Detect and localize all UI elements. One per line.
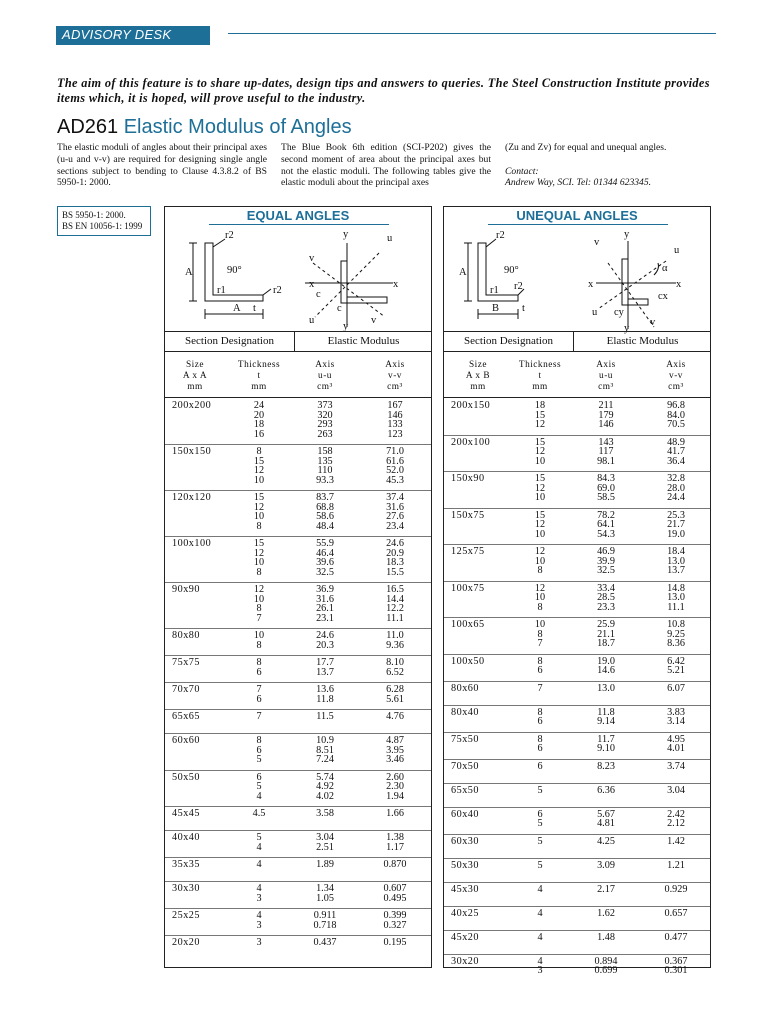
equal-angles-title: EQUAL ANGLES xyxy=(246,208,350,223)
eq-label-c-left: c xyxy=(316,289,321,300)
equal-modulus-uu: 11.5 xyxy=(316,711,334,722)
equal-size: 200x200 xyxy=(172,400,212,411)
un-label-x-right: x xyxy=(676,279,682,290)
unequal-section-designation: Section Designation xyxy=(464,335,553,347)
article-name: Elastic Modulus of Angles xyxy=(123,116,352,138)
equal-modulus-vv: 0.399 0.327 xyxy=(383,910,407,931)
eq-label-A: A xyxy=(185,267,193,278)
un-label-u-bottom: u xyxy=(592,307,598,318)
unequal-modulus-vv: 4.95 4.01 xyxy=(667,733,685,754)
unequal-thickness: 7 xyxy=(537,682,543,694)
unequal-row xyxy=(444,655,710,682)
equal-thickness: 4.5 xyxy=(252,808,266,819)
section-tab-label: ADVISORY DESK xyxy=(62,27,172,42)
equal-modulus-vv: 4.87 3.95 3.46 xyxy=(386,735,404,765)
unequal-modulus-uu: 143 117 98.1 xyxy=(597,436,615,467)
equal-size: 120x120 xyxy=(172,492,212,503)
unequal-row xyxy=(444,682,710,706)
equal-modulus-vv: 0.195 xyxy=(383,937,407,948)
unequal-modulus-uu: 11.8 9.14 xyxy=(597,706,615,727)
un-label-y-top: y xyxy=(624,229,630,240)
equal-thickness: 15 12 10 8 xyxy=(253,538,265,578)
unequal-angles-panel xyxy=(443,206,711,976)
equal-modulus-uu: 36.9 31.6 26.1 23.1 xyxy=(316,584,334,624)
equal-section-header xyxy=(165,331,431,352)
unequal-modulus-vv: 3.83 3.14 xyxy=(667,706,685,727)
unequal-row xyxy=(444,907,710,931)
unequal-thickness: 6 xyxy=(537,760,543,772)
equal-modulus-vv: 11.0 9.36 xyxy=(386,630,404,651)
equal-row xyxy=(165,734,431,771)
equal-thickness: 5 4 xyxy=(256,832,262,853)
equal-size: 50x50 xyxy=(172,771,200,783)
equal-row xyxy=(165,537,431,583)
unequal-size: 70x50 xyxy=(451,760,479,772)
eq-label-x-right: x xyxy=(393,279,399,290)
equal-thickness: 7 6 xyxy=(256,684,262,705)
equal-thickness: 8 6 5 xyxy=(256,735,262,765)
equal-col-size: Size A x A mm xyxy=(182,360,208,392)
unequal-size: 80x40 xyxy=(451,706,479,718)
unequal-modulus-uu: 5.67 4.81 xyxy=(597,808,615,829)
unequal-size: 100x65 xyxy=(451,619,485,630)
equal-modulus-vv: 24.6 20.9 18.3 15.5 xyxy=(386,538,404,578)
unequal-modulus-vv: 96.8 84.0 70.5 xyxy=(667,400,685,430)
body-column-1: The elastic moduli of angles about their principal axes (u-u and v-v) are required for designing single angle sections subject to bending to Clause 4.3.8.2 of BS 5950-1: 2000. xyxy=(57,142,267,189)
article-title xyxy=(57,116,352,139)
body-column-3-text: (Zu and Zv) for equal and unequal angles. xyxy=(505,142,667,153)
un-label-v-top: v xyxy=(594,237,600,248)
equal-size: 90x90 xyxy=(172,584,200,595)
equal-modulus-uu: 17.7 13.7 xyxy=(316,657,334,678)
unequal-row xyxy=(444,955,710,982)
unequal-angles-title: UNEQUAL ANGLES xyxy=(516,208,638,223)
unequal-size: 200x100 xyxy=(451,436,491,448)
unequal-row xyxy=(444,931,710,955)
eq-label-r1: r1 xyxy=(217,285,226,296)
unequal-thickness: 8 6 xyxy=(537,733,543,754)
equal-modulus-uu: 83.7 68.8 58.6 48.4 xyxy=(316,492,334,532)
equal-modulus-vv: 0.607 0.495 xyxy=(383,883,407,904)
unequal-modulus-vv: 3.74 xyxy=(667,760,685,772)
unequal-row xyxy=(444,883,710,907)
equal-modulus-vv: 1.66 xyxy=(386,808,404,819)
unequal-thickness: 4 xyxy=(537,883,543,895)
equal-modulus-uu: 158 135 110 93.3 xyxy=(316,446,334,486)
unequal-modulus-vv: 6.07 xyxy=(667,682,685,694)
eq-label-u-top: u xyxy=(387,233,393,244)
unequal-row xyxy=(444,784,710,808)
equal-modulus-uu: 373 320 293 263 xyxy=(317,400,333,440)
unequal-modulus-vv: 32.8 28.0 24.4 xyxy=(667,473,685,503)
unequal-modulus-uu: 46.9 39.9 32.5 xyxy=(597,546,615,576)
unequal-thickness: 4 xyxy=(537,907,543,919)
un-label-t: t xyxy=(522,303,525,314)
eq-label-A-bottom: A xyxy=(233,303,241,314)
unequal-thickness: 15 12 10 xyxy=(534,473,546,503)
equal-modulus-uu: 10.9 8.51 7.24 xyxy=(316,735,334,765)
unequal-thickness: 12 10 8 xyxy=(534,546,546,576)
unequal-thickness: 4 3 xyxy=(537,955,543,976)
equal-thickness: 4 xyxy=(256,859,262,870)
equal-modulus-uu: 3.04 2.51 xyxy=(316,832,334,853)
unequal-modulus-uu: 78.2 64.1 54.3 xyxy=(597,509,615,540)
equal-thickness: 8 6 xyxy=(256,657,262,678)
unequal-thickness: 5 xyxy=(537,784,543,796)
equal-thickness: 24 20 18 16 xyxy=(253,400,265,440)
unequal-modulus-vv: 1.42 xyxy=(667,835,685,847)
unequal-modulus-uu: 4.25 xyxy=(597,835,615,847)
equal-row xyxy=(165,629,431,656)
equal-section-designation: Section Designation xyxy=(185,335,274,347)
equal-modulus-vv: 0.870 xyxy=(383,859,407,870)
unequal-size: 125x75 xyxy=(451,546,485,557)
equal-thickness: 6 5 4 xyxy=(256,771,262,802)
equal-row xyxy=(165,683,431,710)
equal-thickness: 10 8 xyxy=(253,630,265,651)
unequal-modulus-uu: 84.3 69.0 58.5 xyxy=(597,473,615,503)
eq-label-u-bottom: u xyxy=(309,315,315,326)
unequal-modulus-vv: 3.04 xyxy=(667,784,685,796)
unequal-row xyxy=(444,618,710,655)
unequal-modulus-uu: 0.894 0.699 xyxy=(594,955,618,976)
unequal-modulus-uu: 1.48 xyxy=(597,931,615,943)
unequal-size: 75x50 xyxy=(451,733,479,745)
unequal-modulus-vv: 1.21 xyxy=(667,859,685,871)
unequal-row xyxy=(444,835,710,859)
equal-modulus-vv: 37.4 31.6 27.6 23.4 xyxy=(386,492,404,532)
equal-modulus-uu: 1.89 xyxy=(316,859,334,870)
unequal-size: 40x25 xyxy=(451,907,479,919)
un-label-cy: cy xyxy=(614,307,624,318)
un-label-y-bottom: y xyxy=(624,323,630,334)
unequal-modulus-vv: 48.9 41.7 36.4 xyxy=(667,436,685,467)
unequal-modulus-uu: 3.09 xyxy=(597,859,615,871)
unequal-thickness: 18 15 12 xyxy=(534,400,546,430)
equal-modulus-uu: 3.58 xyxy=(316,808,334,819)
eq-label-y-bottom: y xyxy=(343,321,349,332)
unequal-modulus-uu: 6.36 xyxy=(597,784,615,796)
unequal-size: 60x30 xyxy=(451,835,479,847)
unequal-col-vv: Axis v-v cm³ xyxy=(666,360,686,392)
unequal-size: 150x90 xyxy=(451,473,485,484)
equal-row xyxy=(165,583,431,629)
equal-thickness: 3 xyxy=(256,937,262,948)
unequal-modulus-vv: 18.4 13.0 13.7 xyxy=(667,546,685,576)
equal-thickness: 8 15 12 10 xyxy=(253,446,265,486)
eq-label-x-left: x xyxy=(309,279,315,290)
equal-row xyxy=(165,909,431,936)
unequal-size: 30x20 xyxy=(451,955,479,967)
unequal-section-header xyxy=(444,331,710,352)
unequal-thickness: 6 5 xyxy=(537,808,543,829)
un-label-u-top: u xyxy=(674,245,680,256)
header-rule xyxy=(228,33,716,34)
un-label-cx: cx xyxy=(658,291,668,302)
unequal-row xyxy=(444,733,710,760)
reference-box xyxy=(57,206,151,236)
equal-thickness: 7 xyxy=(256,711,262,722)
equal-thickness: 4 3 xyxy=(256,910,262,931)
equal-modulus-vv: 1.38 1.17 xyxy=(386,832,404,853)
un-label-B: B xyxy=(492,303,500,314)
equal-col-thickness: Thickness t mm xyxy=(237,360,281,392)
equal-size: 30x30 xyxy=(172,883,200,894)
equal-thickness: 15 12 10 8 xyxy=(253,492,265,532)
unequal-thickness: 4 xyxy=(537,931,543,943)
equal-modulus-vv: 8.10 6.52 xyxy=(386,657,404,678)
equal-modulus-uu: 0.911 0.718 xyxy=(313,910,337,931)
equal-modulus-uu: 0.437 xyxy=(313,937,337,948)
unequal-size: 45x30 xyxy=(451,883,479,895)
equal-col-uu: Axis u-u cm³ xyxy=(315,360,335,392)
unequal-thickness: 8 6 xyxy=(537,706,543,727)
unequal-modulus-uu: 1.62 xyxy=(597,907,615,919)
equal-thickness: 12 10 8 7 xyxy=(253,584,265,624)
equal-row xyxy=(165,399,431,445)
unequal-row xyxy=(444,582,710,619)
un-label-alpha: α xyxy=(662,263,668,274)
unequal-thickness: 15 12 10 xyxy=(534,436,546,467)
equal-size: 70x70 xyxy=(172,684,200,695)
eq-label-t: t xyxy=(253,303,256,314)
equal-modulus-uu: 24.6 20.3 xyxy=(316,630,334,651)
equal-col-vv: Axis v-v cm³ xyxy=(385,360,405,392)
unequal-thickness: 8 6 xyxy=(537,655,543,676)
reference-1: BS 5950-1: 2000. xyxy=(62,210,126,220)
unequal-thickness: 15 12 10 xyxy=(534,509,546,540)
un-label-90: 90° xyxy=(504,265,519,276)
unequal-col-size: Size A x B mm xyxy=(465,360,491,392)
unequal-thickness: 10 8 7 xyxy=(534,619,546,649)
un-label-v-bottom: v xyxy=(650,317,656,328)
unequal-size: 80x60 xyxy=(451,682,479,694)
equal-modulus-vv: 167 146 133 123 xyxy=(387,400,403,440)
unequal-modulus-vv: 14.8 13.0 11.1 xyxy=(667,582,685,613)
unequal-modulus-vv: 0.477 xyxy=(664,931,688,943)
un-label-r1: r1 xyxy=(490,285,499,296)
unequal-row xyxy=(444,472,710,509)
equal-size: 150x150 xyxy=(172,446,212,457)
un-label-x-left: x xyxy=(588,279,594,290)
body-column-2: The Blue Book 6th edition (SCI-P202) gives the second moment of area about the principal axes but not the elastic moduli. The following tables give the elastic moduli about the principal axes xyxy=(281,142,491,189)
unequal-modulus-vv: 2.42 2.12 xyxy=(667,808,685,829)
eq-label-v-left: v xyxy=(309,253,315,264)
unequal-modulus-uu: 2.17 xyxy=(597,883,615,895)
equal-modulus-vv: 16.5 14.4 12.2 11.1 xyxy=(386,584,404,624)
unequal-row xyxy=(444,509,710,546)
unequal-row xyxy=(444,706,710,733)
unequal-modulus-vv: 10.8 9.25 8.36 xyxy=(667,619,685,649)
contact-label: Contact: xyxy=(505,165,539,177)
eq-label-r2-right: r2 xyxy=(273,285,282,296)
equal-row xyxy=(165,882,431,909)
equal-size: 20x20 xyxy=(172,937,200,948)
equal-angle-diagram xyxy=(165,225,433,335)
unequal-modulus-vv: 6.42 5.21 xyxy=(667,655,685,676)
eq-label-90: 90° xyxy=(227,265,242,276)
equal-size: 25x25 xyxy=(172,910,200,921)
unequal-thickness: 5 xyxy=(537,835,543,847)
equal-row xyxy=(165,771,431,808)
unequal-size: 45x20 xyxy=(451,931,479,943)
equal-row xyxy=(165,710,431,734)
equal-row xyxy=(165,858,431,882)
equal-angles-panel xyxy=(164,206,432,968)
un-label-r2-right: r2 xyxy=(514,281,523,292)
equal-row xyxy=(165,656,431,683)
unequal-row xyxy=(444,545,710,582)
equal-size: 35x35 xyxy=(172,859,200,870)
unequal-thickness: 5 xyxy=(537,859,543,871)
intro-text: The aim of this feature is to share up-dates, design tips and answers to queries. The Steel Construction Institute provides items which, it is hoped, will prove useful to the industry. xyxy=(57,76,710,105)
equal-thickness: 4 3 xyxy=(256,883,262,904)
unequal-col-thickness: Thickness t mm xyxy=(518,360,562,392)
unequal-row xyxy=(444,399,710,436)
un-label-A: A xyxy=(459,267,467,278)
unequal-angle-diagram xyxy=(444,225,712,335)
eq-label-y-top: y xyxy=(343,229,349,240)
unequal-modulus-uu: 11.7 9.10 xyxy=(597,733,615,754)
eq-label-c-bottom: c xyxy=(337,303,342,314)
body-column-3 xyxy=(505,142,715,189)
equal-modulus-vv: 2.60 2.30 1.94 xyxy=(386,771,404,802)
equal-row xyxy=(165,491,431,537)
contact-line: Andrew Way, SCI. Tel: 01344 623345. xyxy=(505,177,652,189)
un-label-r2-top: r2 xyxy=(496,230,505,241)
equal-size: 45x45 xyxy=(172,808,200,819)
unequal-size: 60x40 xyxy=(451,808,479,820)
equal-size: 75x75 xyxy=(172,657,200,668)
equal-modulus-vv: 4.76 xyxy=(386,711,404,722)
unequal-thickness: 12 10 8 xyxy=(534,582,546,613)
equal-modulus-uu: 13.6 11.8 xyxy=(316,684,334,705)
unequal-elastic-modulus: Elastic Modulus xyxy=(606,335,679,347)
equal-modulus-uu: 5.74 4.92 4.02 xyxy=(316,771,334,802)
equal-size: 40x40 xyxy=(172,832,200,843)
unequal-modulus-vv: 0.657 xyxy=(664,907,688,919)
equal-row xyxy=(165,831,431,858)
unequal-col-uu: Axis u-u cm³ xyxy=(596,360,616,392)
reference-2: BS EN 10056-1: 1999 xyxy=(62,221,143,231)
equal-size: 100x100 xyxy=(172,538,212,549)
unequal-modulus-uu: 13.0 xyxy=(597,682,615,694)
equal-size: 80x80 xyxy=(172,630,200,641)
equal-size: 60x60 xyxy=(172,735,200,746)
unequal-size: 100x50 xyxy=(451,655,485,667)
equal-modulus-vv: 6.28 5.61 xyxy=(386,684,404,705)
unequal-modulus-vv: 0.929 xyxy=(664,883,688,895)
eq-label-r2-top: r2 xyxy=(225,230,234,241)
unequal-row xyxy=(444,808,710,835)
unequal-size: 150x75 xyxy=(451,509,485,521)
unequal-modulus-uu: 33.4 28.5 23.3 xyxy=(597,582,615,613)
unequal-size: 100x75 xyxy=(451,582,485,594)
unequal-size: 200x150 xyxy=(451,400,491,411)
section-tab xyxy=(56,26,210,45)
unequal-modulus-uu: 8.23 xyxy=(597,760,615,772)
equal-row xyxy=(165,445,431,491)
unequal-modulus-vv: 25.3 21.7 19.0 xyxy=(667,509,685,540)
unequal-row xyxy=(444,859,710,883)
unequal-row xyxy=(444,436,710,473)
unequal-modulus-uu: 211 179 146 xyxy=(598,400,614,430)
equal-modulus-uu: 1.34 1.05 xyxy=(316,883,334,904)
equal-row xyxy=(165,936,431,960)
unequal-modulus-vv: 0.367 0.301 xyxy=(664,955,688,976)
unequal-modulus-uu: 25.9 21.1 18.7 xyxy=(597,619,615,649)
eq-label-v-bottom: v xyxy=(371,315,377,326)
unequal-size: 65x50 xyxy=(451,784,479,796)
equal-modulus-uu: 55.9 46.4 39.6 32.5 xyxy=(316,538,334,578)
equal-size: 65x65 xyxy=(172,711,200,722)
unequal-size: 50x30 xyxy=(451,859,479,871)
equal-row xyxy=(165,807,431,831)
unequal-modulus-uu: 19.0 14.6 xyxy=(597,655,615,676)
article-code: AD261 xyxy=(57,116,119,138)
unequal-row xyxy=(444,760,710,784)
equal-elastic-modulus: Elastic Modulus xyxy=(327,335,400,347)
equal-modulus-vv: 71.0 61.6 52.0 45.3 xyxy=(386,446,404,486)
